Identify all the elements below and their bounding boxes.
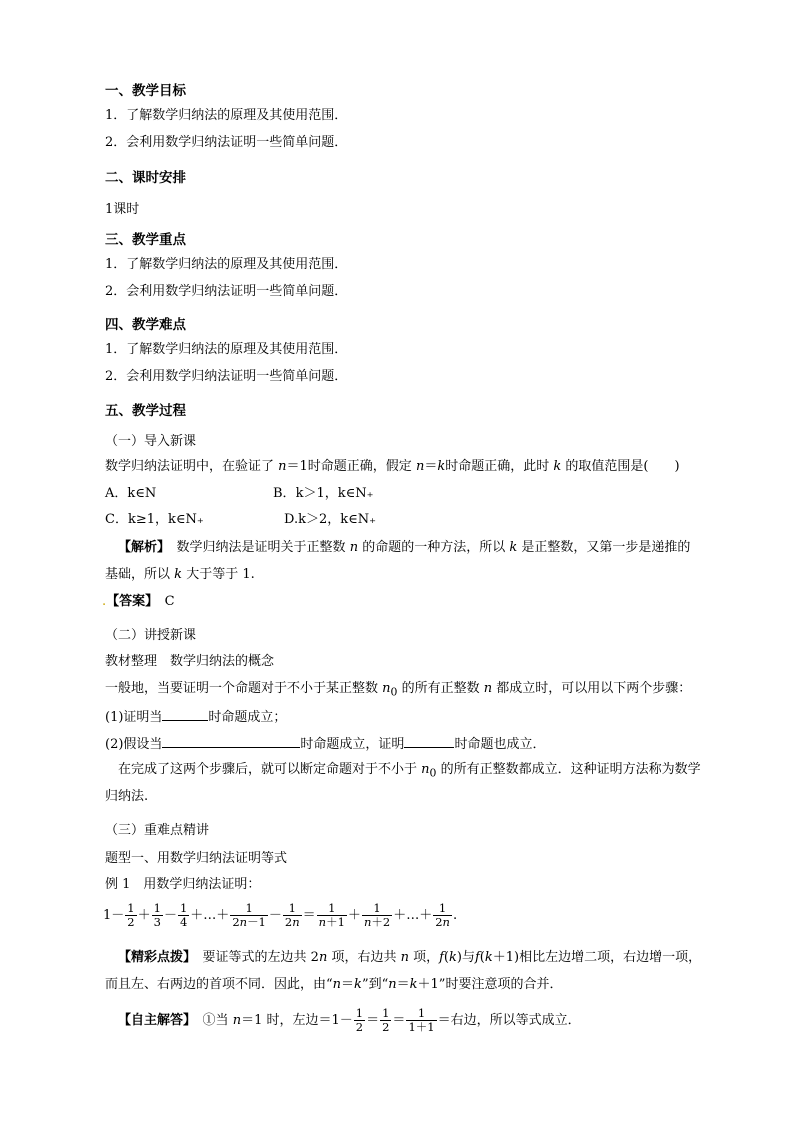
part-2-heading: （二）讲授新课 <box>105 628 197 643</box>
difficulty-2: 2．会利用数学归纳法证明一些简单问题． <box>105 369 348 384</box>
section-3-title: 三、教学重点 <box>105 232 186 248</box>
option-b: B．k＞1，k∈N₊ <box>273 486 374 501</box>
solve-line: 【自主解答】 ①当 n＝1 时，左边＝1－ $\frac{1}{2}$ ＝ $\frac{1}{2}$ ＝ $\frac{1}{1+1}$ ＝右边，所以等式成立． <box>118 1006 581 1034</box>
keypoint-2: 2．会利用数学归纳法证明一些简单问题． <box>105 284 348 299</box>
step-1: (1)证明当 时命题成立； <box>105 707 286 727</box>
summary-line-1: 在完成了这两个步骤后，就可以断定命题对于不小于 $n_0$ 的所有正整数都成立．这种证明方法称为数学 <box>118 762 701 780</box>
section-4-title: 四、教学难点 <box>105 317 186 333</box>
option-c: C．k≥1，k∈N₊ <box>105 512 204 527</box>
example-equation: 1－ $\frac{1}{2}$ ＋ $\frac{1}{3}$ － $\frac{1}{4}$ ＋…＋ $\frac{1}{2n-1}$ － $\frac{1}{2n}$ ＝ $\frac{1}{n+1}$ ＋ $\frac{1}{n+2}$ ＋…＋ $\frac{1}{2n}$ . <box>103 901 458 929</box>
step-2: (2)假设当 时命题成立，证明 时命题也成立． <box>105 734 545 754</box>
concept-title: 教材整理 数学归纳法的概念 <box>105 654 275 669</box>
answer-line: .【答案】 C <box>102 594 175 609</box>
hint-line-1: 【精彩点拨】 要证等式的左边共 2n 项，右边共 n 项，f(k)与f(k＋1)相比左边增二项，右边增一项， <box>118 950 702 965</box>
keypoint-1: 1．了解数学归纳法的原理及其使用范围． <box>105 257 348 272</box>
section-2-title: 二、课时安排 <box>105 170 186 186</box>
analysis-line-2: 基础，所以 k 大于等于 1. <box>105 567 255 582</box>
option-d: D.k＞2，k∈N₊ <box>284 512 376 527</box>
summary-line-2: 归纳法. <box>105 789 149 804</box>
option-a: A．k∈N <box>105 486 157 501</box>
type-1-heading: 题型一、用数学归纳法证明等式 <box>105 851 288 866</box>
difficulty-1: 1．了解数学归纳法的原理及其使用范围． <box>105 342 348 357</box>
blank-1 <box>162 707 208 721</box>
example-1-heading: 例 1 用数学归纳法证明： <box>105 877 261 892</box>
hint-line-2: 而且左、右两边的首项不同．因此，由“n＝k”到“n＝k＋1”时要注意项的合并． <box>105 977 563 992</box>
section-5-title: 五、教学过程 <box>105 403 186 419</box>
schedule-text: 1课时 <box>105 202 140 217</box>
question-text: 数学归纳法证明中，在验证了 n＝1时命题正确，假定 n＝k时命题正确，此时 k 的取值范围是( ) <box>105 459 680 474</box>
part-1-heading: （一）导入新课 <box>105 434 197 449</box>
section-1-title: 一、教学目标 <box>105 83 186 99</box>
blank-3 <box>404 734 454 748</box>
objective-1: 1．了解数学归纳法的原理及其使用范围． <box>105 108 348 123</box>
analysis-line-1: 【解析】 数学归纳法是证明关于正整数 n 的命题的一种方法，所以 k 是正整数，又第一步是递推的 <box>118 540 691 555</box>
part-3-heading: （三）重难点精讲 <box>105 823 210 838</box>
concept-line-1: 一般地，当要证明一个命题对于不小于某正整数 $n_0$ 的所有正整数 n 都成立时，可以用以下两个步骤： <box>105 681 692 699</box>
blank-2 <box>162 734 300 748</box>
objective-2: 2．会利用数学归纳法证明一些简单问题． <box>105 135 348 150</box>
